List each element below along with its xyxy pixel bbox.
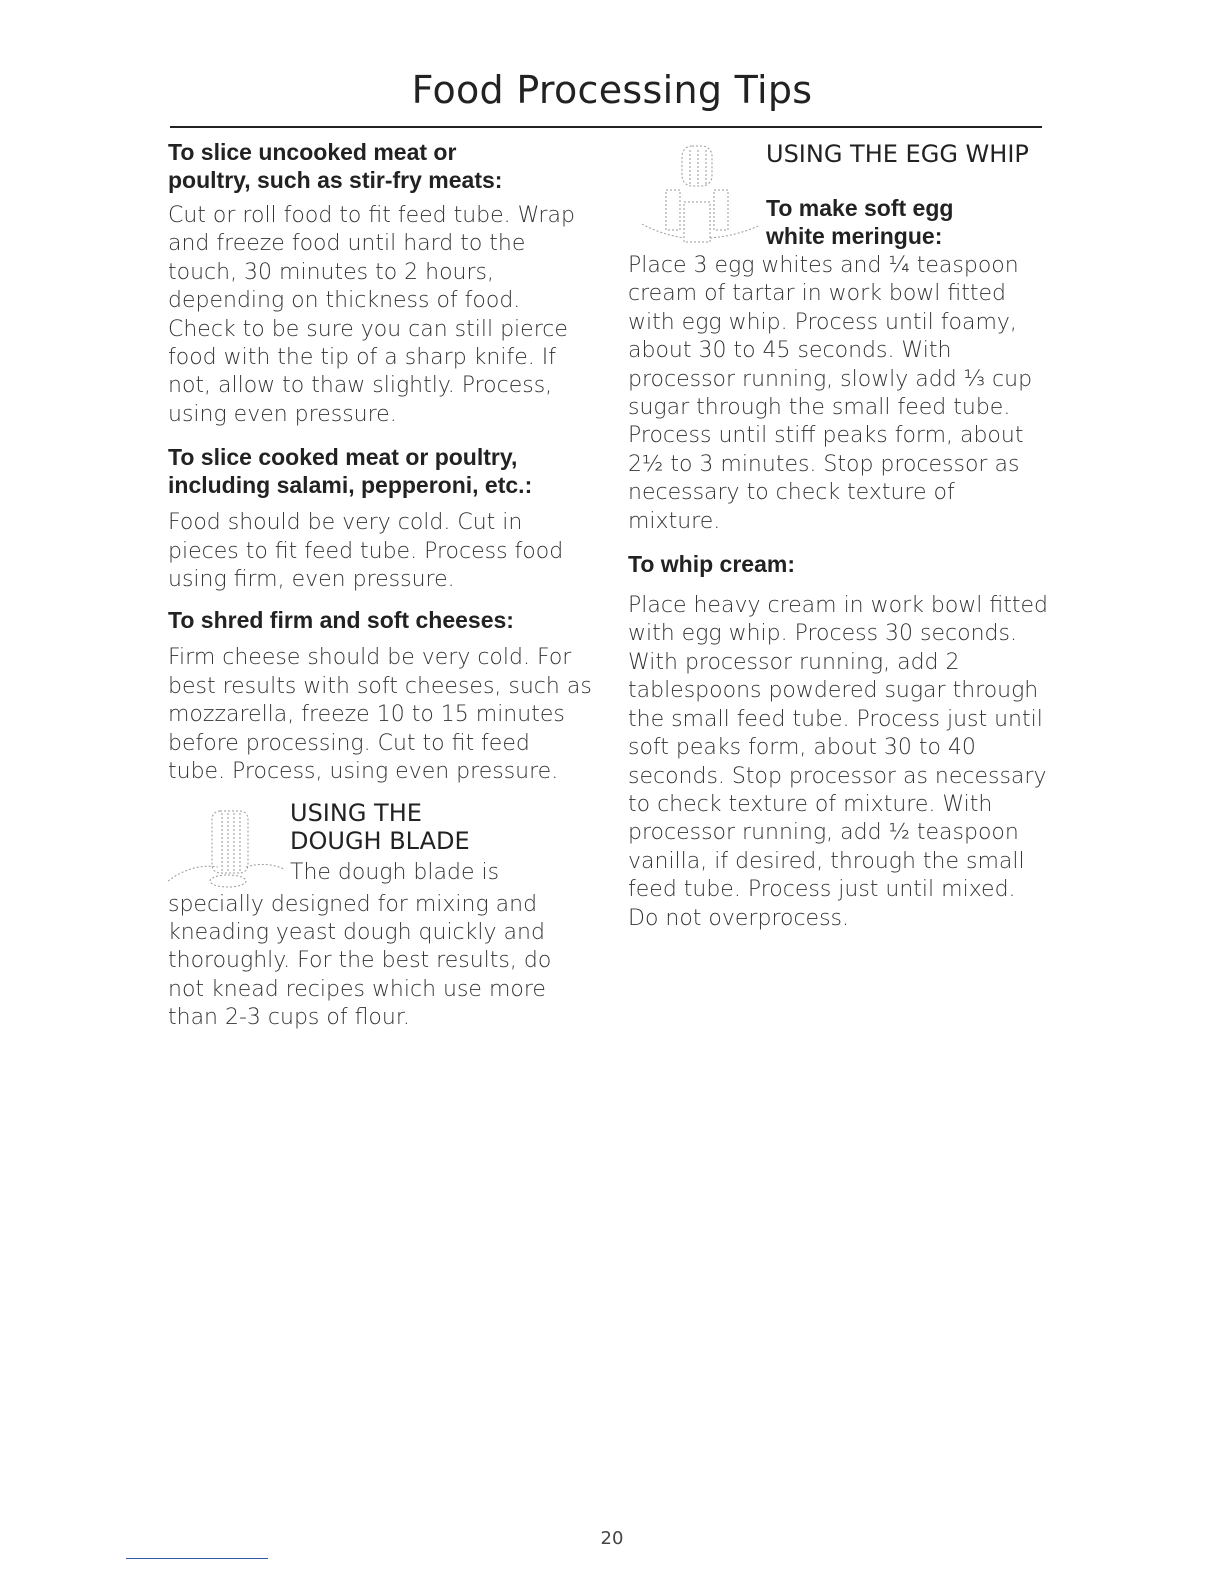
section-body bbox=[168, 509, 608, 594]
section-heading-cont: DOUGH BLADE bbox=[290, 826, 470, 855]
body-line: to check texture of mixture. With bbox=[628, 791, 993, 817]
section-heading: To shred firm and soft cheeses: bbox=[168, 607, 514, 634]
body-line: Firm cheese should be very cold. For bbox=[168, 645, 572, 671]
body-line: The dough blade is bbox=[290, 859, 500, 885]
section-heading: To whip cream: bbox=[628, 551, 795, 578]
body-line: the small feed tube. Process just until bbox=[628, 706, 1043, 732]
section-heading-cont: including salami, pepperoni, etc.: bbox=[168, 472, 533, 499]
body-line: vanilla, if desired, through the small bbox=[628, 848, 1025, 874]
section-heading: To make soft egg bbox=[766, 195, 954, 221]
body-line: about 30 to 45 seconds. With bbox=[628, 338, 952, 364]
body-line: processor running, slowly add ⅓ cup bbox=[628, 366, 1033, 392]
body-line: mozzarella, freeze 10 to 15 minutes bbox=[168, 702, 565, 728]
section-heading-cont: poultry, such as stir-fry meats: bbox=[168, 167, 503, 193]
section-shred-cheeses bbox=[168, 606, 608, 786]
section-body bbox=[168, 644, 608, 786]
body-line: and freeze food until hard to the bbox=[168, 231, 526, 257]
section-dough-blade bbox=[168, 799, 608, 1033]
body-line: feed tube. Process just until mixed. bbox=[628, 877, 1016, 903]
page-number: 20 bbox=[600, 1528, 624, 1549]
section-heading: USING THE bbox=[290, 798, 422, 827]
body-line: with egg whip. Process until foamy, bbox=[628, 309, 1017, 335]
body-line: pieces to fit feed tube. Process food bbox=[168, 538, 564, 564]
section-heading: To slice cooked meat or poultry, bbox=[168, 444, 518, 471]
egg-whip-icon bbox=[636, 142, 766, 252]
body-line: than 2-3 cups of flour. bbox=[168, 1005, 410, 1031]
body-line: 2½ to 3 minutes. Stop processor as bbox=[628, 451, 1020, 477]
body-line: before processing. Cut to fit feed bbox=[168, 730, 530, 756]
body-line: soft peaks form, about 30 to 40 bbox=[628, 735, 976, 761]
body-line: with egg whip. Process 30 seconds. bbox=[628, 621, 1017, 647]
body-line: tablespoons powdered sugar through bbox=[628, 678, 1039, 704]
section-body bbox=[628, 252, 1048, 536]
section-heading: To slice uncooked meat or bbox=[168, 139, 457, 165]
section-body bbox=[628, 592, 1048, 933]
body-line: necessary to check texture of mixture. bbox=[628, 480, 955, 534]
body-line: not, allow to thaw slightly. Process, bbox=[168, 373, 553, 399]
body-line: specially designed for mixing and bbox=[168, 891, 538, 917]
right-column bbox=[628, 138, 1048, 933]
body-line: Process until stiff peaks form, about bbox=[628, 423, 1024, 449]
section-heading: USING THE EGG WHIP bbox=[766, 140, 1029, 168]
section-body bbox=[168, 202, 608, 429]
page-title: Food Processing Tips bbox=[411, 68, 813, 112]
section-egg-whip bbox=[628, 138, 1048, 252]
body-line: Cut or roll food to fit feed tube. Wrap bbox=[168, 203, 575, 228]
body-line: not knead recipes which use more bbox=[168, 976, 546, 1002]
section-slice-uncooked-meat bbox=[168, 138, 608, 429]
body-line: With processor running, add 2 bbox=[628, 649, 960, 675]
body-line: using firm, even pressure. bbox=[168, 567, 455, 593]
section-slice-cooked-meat bbox=[168, 443, 608, 594]
body-line: tube. Process, using even pressure. bbox=[168, 759, 559, 785]
body-line: thoroughly. For the best results, do bbox=[168, 948, 552, 974]
body-line: processor running, add ½ teaspoon bbox=[628, 820, 1019, 846]
body-line: kneading yeast dough quickly and bbox=[168, 919, 545, 945]
body-line: seconds. Stop processor as necessary bbox=[628, 763, 1047, 789]
body-line: cream of tartar in work bowl fitted bbox=[628, 281, 1007, 307]
left-column bbox=[168, 138, 608, 1033]
body-line: food with the tip of a sharp knife. If bbox=[168, 345, 556, 371]
body-line: using even pressure. bbox=[168, 401, 397, 427]
body-line: Place heavy cream in work bowl fitted bbox=[628, 593, 1048, 619]
body-line: touch, 30 minutes to 2 hours, bbox=[168, 259, 495, 285]
dough-blade-icon bbox=[162, 801, 286, 891]
body-line: sugar through the small feed tube. bbox=[628, 395, 1011, 421]
body-line: Place 3 egg whites and ¼ teaspoon bbox=[628, 253, 1019, 278]
body-line: Food should be very cold. Cut in bbox=[168, 510, 523, 536]
section-whip-cream bbox=[628, 550, 1048, 933]
title-divider bbox=[170, 126, 1042, 128]
body-line: best results with soft cheeses, such as bbox=[168, 673, 592, 699]
body-line: Check to be sure you can still pierce bbox=[168, 316, 568, 342]
body-line: depending on thickness of food. bbox=[168, 288, 521, 314]
section-meringue bbox=[628, 252, 1048, 536]
section-heading-cont: white meringue: bbox=[766, 223, 943, 249]
body-line: Do not overprocess. bbox=[628, 905, 850, 931]
footer-link-underline bbox=[126, 1558, 268, 1559]
